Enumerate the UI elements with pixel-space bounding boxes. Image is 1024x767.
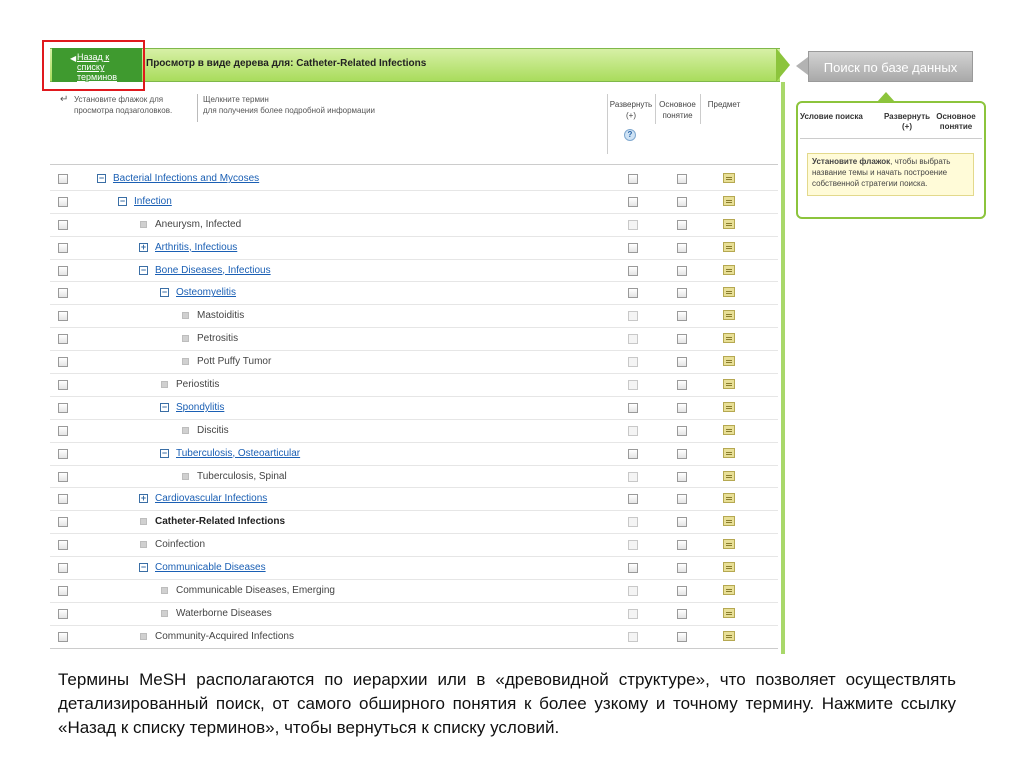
select-term-checkbox[interactable]: [58, 288, 68, 298]
tree-panel-border: [781, 82, 785, 654]
tree-term-label: Mastoiditis: [197, 310, 245, 322]
subject-note-icon[interactable]: [723, 219, 735, 229]
tree-term-label: Discitis: [197, 424, 229, 436]
expand-icon[interactable]: +: [140, 241, 147, 252]
broad-concept-checkbox[interactable]: [677, 609, 687, 619]
broad-concept-checkbox[interactable]: [677, 494, 687, 504]
subject-note-icon[interactable]: [723, 356, 735, 366]
tree-term-label: Aneurysm, Infected: [155, 218, 242, 230]
expand-checkbox[interactable]: [628, 472, 638, 482]
expand-checkbox[interactable]: [628, 426, 638, 436]
broad-concept-checkbox[interactable]: [677, 357, 687, 367]
expand-checkbox[interactable]: [628, 609, 638, 619]
leaf-node-icon: [182, 473, 189, 480]
subject-note-icon[interactable]: [723, 608, 735, 618]
subject-note-icon[interactable]: [723, 425, 735, 435]
select-term-checkbox[interactable]: [58, 472, 68, 482]
tree-row: [50, 282, 778, 305]
expand-checkbox[interactable]: [628, 334, 638, 344]
expand-checkbox[interactable]: [628, 449, 638, 459]
expand-checkbox[interactable]: [628, 540, 638, 550]
select-term-checkbox[interactable]: [58, 449, 68, 459]
leaf-node-icon: [182, 335, 189, 342]
click-instruction: Щелкните термин для получения более подробной информации: [203, 95, 376, 115]
broad-concept-checkbox[interactable]: [677, 540, 687, 550]
select-term-checkbox[interactable]: [58, 426, 68, 436]
highlight-frame: [42, 40, 145, 91]
subject-note-icon[interactable]: [723, 493, 735, 503]
tree-row: [50, 557, 778, 580]
broad-concept-checkbox[interactable]: [677, 403, 687, 413]
expand-checkbox[interactable]: [628, 517, 638, 527]
expand-checkbox[interactable]: [628, 403, 638, 413]
search-db-arrow: [796, 57, 808, 75]
conditions-hint-text: , чтобы выбрать название темы и начать построение собственной стратегии поиска.: [812, 157, 951, 188]
subject-note-icon[interactable]: [723, 402, 735, 412]
expand-checkbox[interactable]: [628, 243, 638, 253]
conditions-header-expand: Развернуть (+): [883, 112, 931, 131]
leaf-node-icon: [161, 610, 168, 617]
tree-term-label: Waterborne Diseases: [176, 607, 272, 619]
instruction-divider: [197, 94, 198, 122]
back-link-label[interactable]: Назад к списку терминов: [77, 52, 118, 82]
subject-note-icon[interactable]: [723, 287, 735, 297]
broad-concept-checkbox[interactable]: [677, 197, 687, 207]
expand-column-header: Развернуть (+): [609, 100, 653, 120]
collapse-icon[interactable]: −: [161, 287, 168, 298]
subject-note-icon[interactable]: [723, 448, 735, 458]
tree-term-label: Petrositis: [197, 333, 239, 345]
select-term-checkbox[interactable]: [58, 586, 68, 596]
table-bottom-line: [50, 648, 778, 649]
expand-checkbox[interactable]: [628, 494, 638, 504]
tree-term-label: Coinfection: [155, 539, 206, 551]
tree-term-label: Catheter-Related Infections: [155, 516, 286, 528]
select-term-checkbox[interactable]: [58, 517, 68, 527]
slide-caption: Термины MeSH располагаются по иерархии или в «древовидной структуре», что позволяет осуществлять детализированный поиск, от самого обширного понятия к более узкому и точному термину. Нажмите ссылку «Назад к списку терминов», чтобы вернуться к списку условий.: [58, 670, 956, 737]
broad-concept-checkbox[interactable]: [677, 472, 687, 482]
tree-row: [50, 328, 778, 351]
broad-concept-checkbox[interactable]: [677, 449, 687, 459]
leaf-node-icon: [140, 518, 147, 525]
collapse-icon[interactable]: −: [119, 195, 126, 206]
select-term-checkbox[interactable]: [58, 609, 68, 619]
collapse-icon[interactable]: −: [161, 447, 168, 458]
expand-checkbox[interactable]: [628, 586, 638, 596]
tree-row: [50, 420, 778, 443]
broad-concept-checkbox[interactable]: [677, 380, 687, 390]
help-icon[interactable]: ?: [624, 129, 636, 141]
tree-term-label[interactable]: Cardiovascular Infections: [155, 493, 268, 505]
collapse-icon[interactable]: −: [140, 562, 147, 573]
back-arrow-icon: ◀: [70, 54, 77, 63]
tree-row: [50, 237, 778, 260]
conditions-divider: [800, 138, 982, 139]
expand-checkbox[interactable]: [628, 220, 638, 230]
tree-row: [50, 374, 778, 397]
expand-icon[interactable]: +: [140, 493, 147, 504]
conditions-hint-bold: Установите флажок: [812, 157, 891, 166]
expand-checkbox[interactable]: [628, 311, 638, 321]
broad-concept-checkbox[interactable]: [677, 426, 687, 436]
tree-row: [50, 260, 778, 283]
broad-concept-checkbox[interactable]: [677, 632, 687, 642]
leaf-node-icon: [161, 587, 168, 594]
select-term-checkbox[interactable]: [58, 540, 68, 550]
mesh-tree: [50, 168, 778, 649]
conditions-hint: [807, 153, 974, 196]
subject-note-icon[interactable]: [723, 631, 735, 641]
broad-column-header: Основное понятие: [659, 100, 696, 120]
leaf-node-icon: [140, 633, 147, 640]
select-term-checkbox[interactable]: [58, 563, 68, 573]
subject-note-icon[interactable]: [723, 242, 735, 252]
tree-row: [50, 626, 778, 649]
select-term-checkbox[interactable]: [58, 494, 68, 504]
select-term-checkbox[interactable]: [58, 632, 68, 642]
tree-term-label[interactable]: Osteomyelitis: [176, 287, 237, 299]
subject-note-icon[interactable]: [723, 310, 735, 320]
broad-concept-checkbox[interactable]: [677, 266, 687, 276]
collapse-icon[interactable]: −: [140, 264, 147, 275]
tree-row: [50, 191, 778, 214]
select-term-checkbox[interactable]: [58, 266, 68, 276]
subject-column-header: Предмет: [707, 100, 741, 109]
leaf-node-icon: [140, 541, 147, 548]
subject-note-icon[interactable]: [723, 471, 735, 481]
expand-checkbox[interactable]: [628, 357, 638, 367]
subject-note-icon[interactable]: [723, 173, 735, 183]
tree-term-label: Communicable Diseases, Emerging: [176, 585, 335, 597]
select-term-checkbox[interactable]: [58, 403, 68, 413]
expand-checkbox[interactable]: [628, 380, 638, 390]
select-term-checkbox[interactable]: [58, 380, 68, 390]
select-term-checkbox[interactable]: [58, 357, 68, 367]
expand-checkbox[interactable]: [628, 563, 638, 573]
select-term-checkbox[interactable]: [58, 220, 68, 230]
broad-concept-checkbox[interactable]: [677, 517, 687, 527]
tree-row: [50, 397, 778, 420]
broad-concept-checkbox[interactable]: [677, 174, 687, 184]
expand-checkbox[interactable]: [628, 288, 638, 298]
subject-note-icon[interactable]: [723, 196, 735, 206]
tree-term-label[interactable]: Infection: [134, 195, 172, 207]
page-title: Просмотр в виде дерева для: Catheter-Related Infections: [146, 58, 427, 69]
subject-note-icon[interactable]: [723, 539, 735, 549]
tree-term-label: Periostitis: [176, 379, 220, 391]
broad-concept-checkbox[interactable]: [677, 311, 687, 321]
broad-concept-checkbox[interactable]: [677, 563, 687, 573]
tree-row: [50, 168, 778, 191]
tree-term-label[interactable]: Spondylitis: [176, 401, 225, 413]
tree-term-label[interactable]: Arthritis, Infectious: [155, 241, 238, 253]
tree-term-label[interactable]: Communicable Diseases: [155, 562, 266, 574]
subject-note-icon[interactable]: [723, 265, 735, 275]
tree-term-label: Tuberculosis, Spinal: [197, 470, 287, 482]
tree-term-label[interactable]: Tuberculosis, Osteoarticular: [176, 447, 301, 459]
tree-term-label: Pott Puffy Tumor: [197, 356, 272, 368]
expand-checkbox[interactable]: [628, 632, 638, 642]
checkbox-instruction: Установите флажок для просмотра подзаголовков.: [74, 95, 173, 115]
expand-checkbox[interactable]: [628, 197, 638, 207]
leaf-node-icon: [140, 221, 147, 228]
tree-row: [50, 534, 778, 557]
leaf-node-icon: [182, 312, 189, 319]
collapse-icon[interactable]: −: [161, 401, 168, 412]
collapse-icon[interactable]: −: [98, 173, 105, 183]
leaf-node-icon: [161, 381, 168, 388]
tree-row: [50, 443, 778, 466]
tree-term-label: Community-Acquired Infections: [155, 630, 294, 642]
expand-checkbox[interactable]: [628, 174, 638, 184]
broad-concept-checkbox[interactable]: [677, 243, 687, 253]
subject-note-icon[interactable]: [723, 379, 735, 389]
select-term-checkbox[interactable]: [58, 334, 68, 344]
tree-row: [50, 466, 778, 489]
select-term-checkbox[interactable]: [58, 197, 68, 207]
tree-row: [50, 488, 778, 511]
select-term-checkbox[interactable]: [58, 311, 68, 321]
conditions-header-broad: Основное понятие: [936, 112, 976, 131]
conditions-header-condition: Условие поиска: [800, 112, 863, 121]
tree-term-label[interactable]: Bacterial Infections and Mycoses: [113, 173, 260, 184]
tree-row: [50, 351, 778, 374]
leaf-node-icon: [182, 427, 189, 434]
subject-note-icon[interactable]: [723, 562, 735, 572]
tree-row: [50, 603, 778, 626]
tree-row: [50, 580, 778, 603]
broad-concept-checkbox[interactable]: [677, 334, 687, 344]
tree-row: [50, 511, 778, 534]
subject-note-icon[interactable]: [723, 585, 735, 595]
broad-concept-checkbox[interactable]: [677, 288, 687, 298]
tree-row: [50, 305, 778, 328]
broad-concept-checkbox[interactable]: [677, 220, 687, 230]
tree-row: [50, 214, 778, 237]
header-arrow: [776, 48, 790, 82]
select-term-checkbox[interactable]: [58, 174, 68, 184]
tree-term-label[interactable]: Bone Diseases, Infectious: [155, 264, 271, 276]
search-database-button[interactable]: Поиск по базе данных: [808, 51, 973, 82]
select-term-checkbox[interactable]: [58, 243, 68, 253]
leaf-node-icon: [182, 358, 189, 365]
broad-concept-checkbox[interactable]: [677, 586, 687, 596]
expand-checkbox[interactable]: [628, 266, 638, 276]
subject-note-icon[interactable]: [723, 333, 735, 343]
table-top-line: [50, 164, 778, 165]
corner-arrow-icon: ↵: [60, 94, 69, 105]
subject-note-icon[interactable]: [723, 516, 735, 526]
